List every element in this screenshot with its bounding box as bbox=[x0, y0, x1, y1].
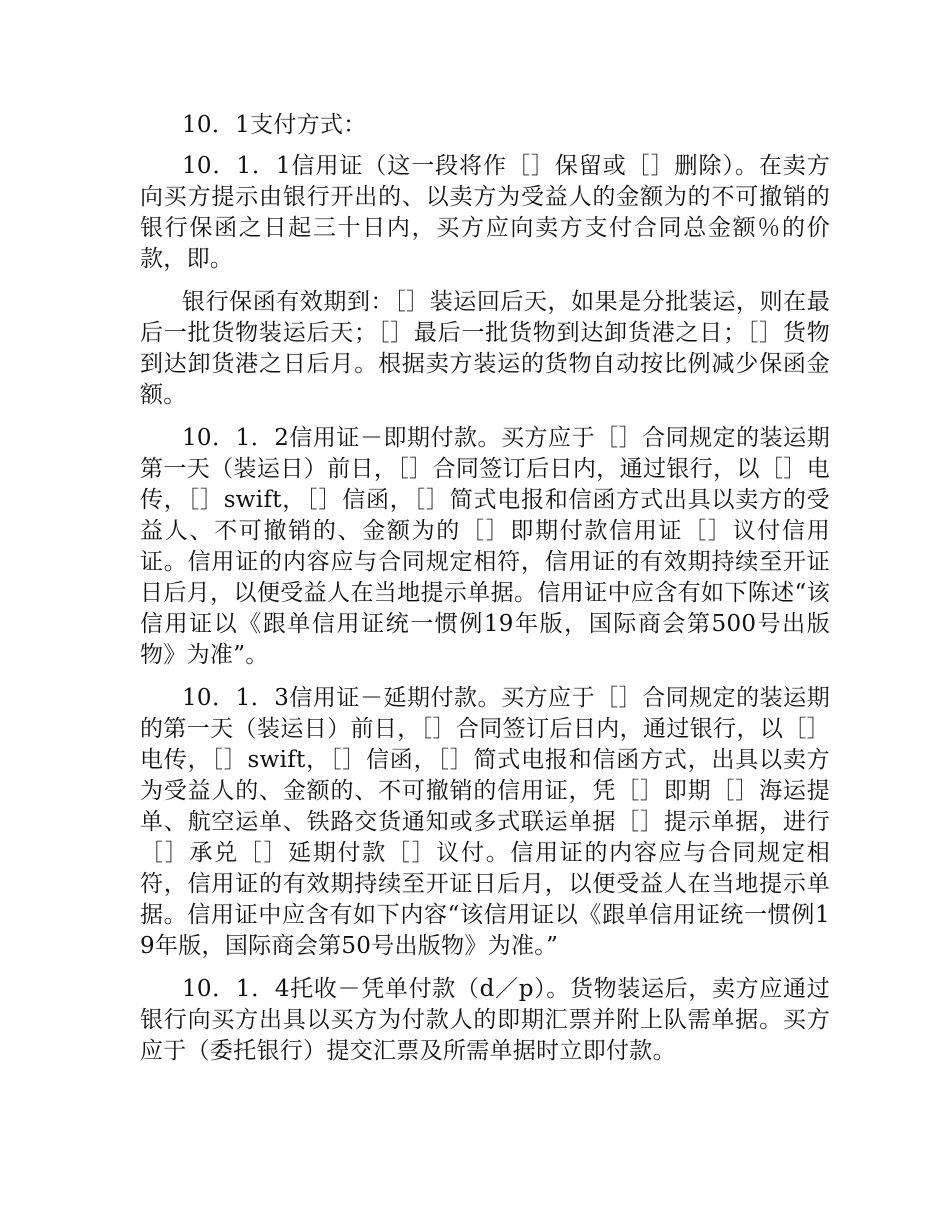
document-page bbox=[140, 110, 830, 1079]
paragraph-10-1-4-collection-dp: 10．1．4托收－凭单付款（d／p）。货物装运后，卖方应通过银行向买方出具以买方为付款人的即期汇票并附上队需单据。买方应于（委托银行）提交汇票及所需单据时立即付款。 bbox=[140, 976, 830, 1064]
section-heading-payment-method: 10．1支付方式： bbox=[182, 112, 367, 138]
paragraph-10-1-2-sight-payment: 10．1．2信用证－即期付款。买方应于［］合同规定的装运期第一天（装运日）前日，［］合同签订后日内，通过银行，以［］电传，［］swift，［］信函，［］简式电报和信函方式出具以卖方的受益人、不可撤销的、金额为的［］即期付款信用证［］议付信用证。信用证的内容应与合同规定相符，信用证的有效期持续至开证日后月，以便受益人在当地提示单据。信用证中应含有如下陈述“该信用证以《跟单信用证统一惯例19年版，国际商会第500号出版物》为准”。 bbox=[140, 425, 830, 668]
paragraph-10-1-3-deferred-payment: 10．1．3信用证－延期付款。买方应于［］合同规定的装运期的第一天（装运日）前日，［］合同签订后日内，通过银行，以［］电传，［］swift，［］信函，［］简式电报和信函方式，出具以卖方为受益人的、金额的、不可撤销的信用证，凭［］即期［］海运提单、航空运单、铁路交货通知或多式联运单据［］提示单据，进行［］承兑［］延期付款［］议付。信用证的内容应与合同规定相符，信用证的有效期持续至开证日后月，以便受益人在当地提示单据。信用证中应含有如下内容“该信用证以《跟单信用证统一惯例19年版，国际商会第50号出版物》为准。” bbox=[140, 685, 830, 959]
paragraph-bank-guarantee-validity: 银行保函有效期到：［］装运回后天，如果是分批装运，则在最后一批货物装运后天；［］最后一批货物到达卸货港之日；［］货物到达卸货港之日后月。根据卖方装运的货物自动按比例减少保函金额。 bbox=[140, 289, 830, 408]
paragraph-10-1-1-letter-of-credit: 10．1．1信用证（这一段将作［］保留或［］删除）。在卖方向买方提示由银行开出的、以卖方为受益人的金额为的不可撤销的银行保函之日起三十日内，买方应向卖方支付合同总金额％的价款，即。 bbox=[140, 153, 830, 272]
